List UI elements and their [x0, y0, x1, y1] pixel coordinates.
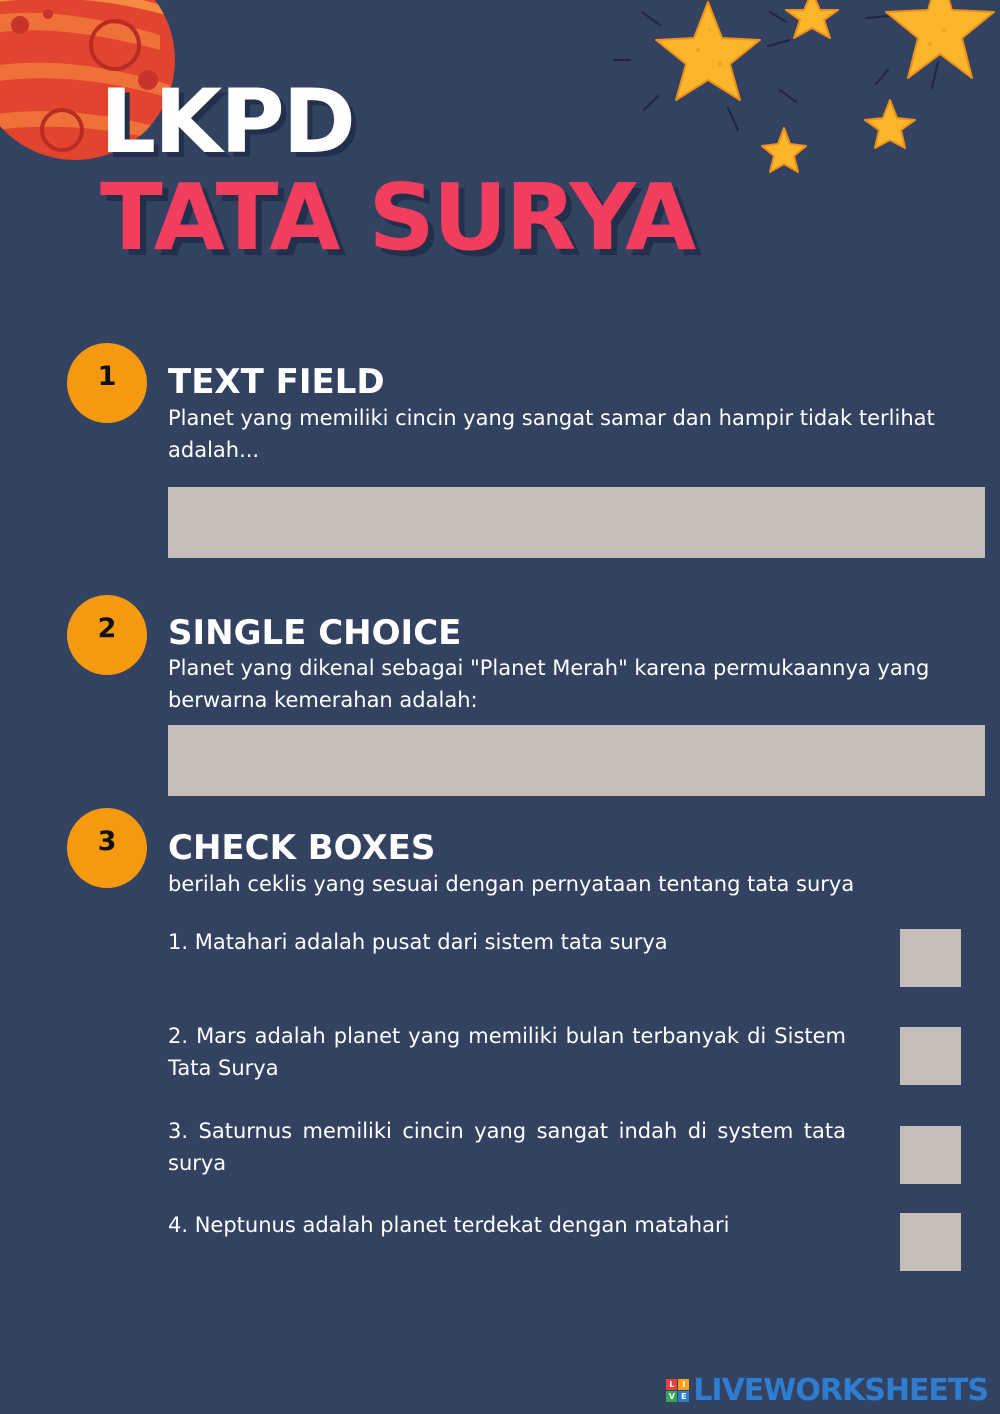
statement-4-checkbox[interactable] [900, 1213, 961, 1271]
section-2-question: Planet yang dikenal sebagai "Planet Merah" karena permukaannya yang berwarna kemerahan adalah: [168, 656, 930, 712]
logo-text: LIVEWORKSHEETS [693, 1372, 988, 1408]
page-title: LKPD [100, 70, 354, 173]
section-3-heading: CHECK BOXES [168, 828, 436, 868]
section-1-answer-input[interactable] [168, 487, 985, 558]
section-2-answer-select[interactable] [168, 725, 985, 796]
section-2-heading: SINGLE CHOICE [168, 613, 462, 653]
liveworksheets-logo[interactable] [666, 1373, 988, 1407]
statement-2: 2. Mars adalah planet yang memiliki bulan terbanyak di Sistem Tata Surya [168, 1024, 846, 1080]
section-1-question: Planet yang memiliki cincin yang sangat samar dan hampir tidak terlihat adalah... [168, 406, 935, 462]
section-3-instruction: berilah ceklis yang sesuai dengan pernyataan tentang tata surya [168, 872, 855, 896]
statement-2-checkbox[interactable] [900, 1027, 961, 1085]
statement-3-checkbox[interactable] [900, 1126, 961, 1184]
logo-cube-v: V [666, 1391, 677, 1402]
logo-cube-i: I [678, 1379, 689, 1390]
section-1-number-badge: 1 [67, 343, 147, 423]
logo-cube-l: L [666, 1379, 677, 1390]
statement-1-checkbox[interactable] [900, 929, 961, 987]
section-2-number-badge: 2 [67, 595, 147, 675]
statement-1: 1. Matahari adalah pusat dari sistem tata surya [168, 930, 668, 954]
statement-4: 4. Neptunus adalah planet terdekat dengan matahari [168, 1213, 730, 1237]
section-3-number-badge: 3 [67, 808, 147, 888]
star-icon [600, 0, 1000, 185]
page-subtitle: TATA SURYA [100, 164, 695, 271]
section-1-heading: TEXT FIELD [168, 362, 385, 402]
logo-cube-e: E [678, 1391, 689, 1402]
statement-3: 3. Saturnus memiliki cincin yang sangat indah di system tata surya [168, 1119, 846, 1175]
liveworksheets-logo-icon [666, 1379, 689, 1402]
